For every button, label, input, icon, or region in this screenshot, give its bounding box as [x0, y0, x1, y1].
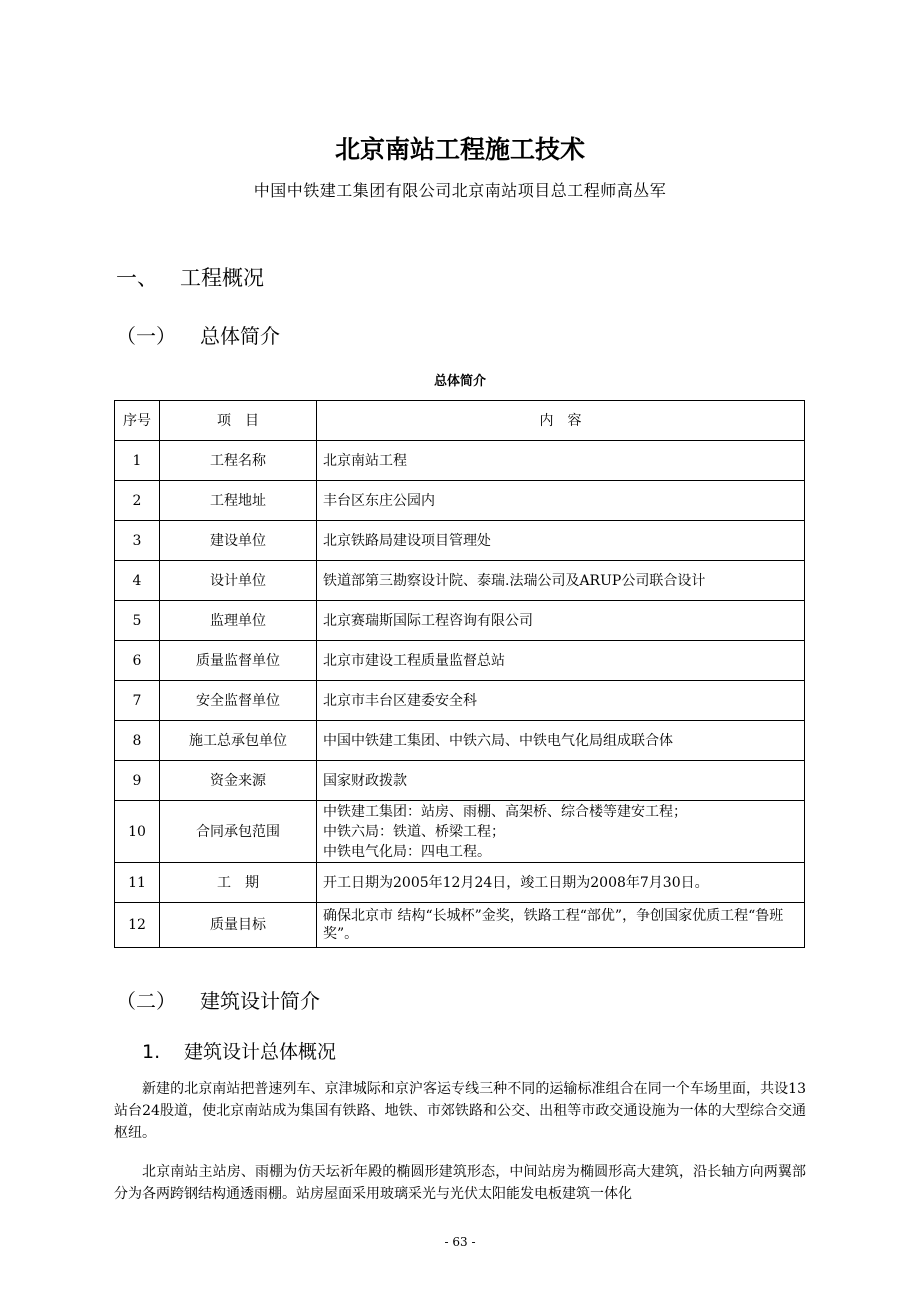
- content-line: 中铁建工集团：站房、雨棚、高架桥、综合楼等建安工程；: [323, 803, 687, 820]
- section-number: 1.: [142, 1041, 161, 1063]
- section-title: 总体简介: [200, 324, 280, 348]
- section-heading-1: [116, 262, 264, 292]
- row-item: 质量监督单位: [160, 641, 317, 681]
- section-heading-1-1: [116, 320, 280, 349]
- row-no: 9: [115, 761, 160, 801]
- table-row: [115, 721, 805, 761]
- header-cell-item: 项 目: [160, 401, 317, 441]
- row-item: 工 期: [160, 863, 317, 903]
- row-item: 工程地址: [160, 481, 317, 521]
- content-line: 中铁六局：铁道、桥梁工程；: [323, 823, 505, 840]
- content-line: 中铁电气化局：四电工程。: [323, 843, 491, 860]
- row-item: 工程名称: [160, 441, 317, 481]
- row-no: 4: [115, 561, 160, 601]
- row-content: 国家财政拨款: [317, 761, 805, 801]
- table-row: [115, 863, 805, 903]
- row-content: 铁道部第三勘察设计院、泰瑞.法瑞公司及ARUP公司联合设计: [317, 561, 805, 601]
- row-item: 合同承包范围: [160, 801, 317, 863]
- row-item: 施工总承包单位: [160, 721, 317, 761]
- row-content: 北京赛瑞斯国际工程咨询有限公司: [317, 601, 805, 641]
- row-item: 资金来源: [160, 761, 317, 801]
- table-row: [115, 481, 805, 521]
- document-title: 北京南站工程施工技术: [334, 135, 585, 164]
- section-title: 建筑设计简介: [200, 989, 320, 1013]
- row-item: 设计单位: [160, 561, 317, 601]
- table-row: [115, 601, 805, 641]
- row-no: 2: [115, 481, 160, 521]
- row-no: 10: [115, 801, 160, 863]
- header-cell-no: 序号: [115, 401, 160, 441]
- row-item: 质量目标: [160, 903, 317, 948]
- row-content: 开工日期为2005年12月24日，竣工日期为2008年7月30日。: [317, 863, 805, 903]
- table-row: [115, 561, 805, 601]
- row-item: 安全监督单位: [160, 681, 317, 721]
- row-no: 5: [115, 601, 160, 641]
- row-content: 确保北京市 结构“长城杯”金奖，铁路工程“部优”，争创国家优质工程“鲁班奖”。: [317, 903, 805, 948]
- table-row: [115, 441, 805, 481]
- section-number: 一、: [116, 266, 158, 290]
- table-caption: 总体简介: [433, 374, 486, 389]
- row-content: 北京市丰台区建委安全科: [317, 681, 805, 721]
- row-content: 丰台区东庄公园内: [317, 481, 805, 521]
- section-title: 工程概况: [180, 266, 264, 290]
- row-no: 6: [115, 641, 160, 681]
- table-row: [115, 761, 805, 801]
- body-paragraph: 新建的北京南站把普速列车、京津城际和京沪客运专线三种不同的运输标准组合在同一个车场里面，共设13站台24股道，使北京南站成为集国有铁路、地铁、市郊铁路和公交、出租等市政交通设施为一体的大型综合交通枢纽。: [114, 1081, 806, 1141]
- row-content: 中国中铁建工集团、中铁六局、中铁电气化局组成联合体: [317, 721, 805, 761]
- table-header-row: [115, 401, 805, 441]
- row-no: 7: [115, 681, 160, 721]
- section-title: 建筑设计总体概况: [184, 1041, 337, 1063]
- table-row: [115, 521, 805, 561]
- row-no: 12: [115, 903, 160, 948]
- table-row: [115, 801, 805, 863]
- header-cell-content: 内 容: [317, 401, 805, 441]
- table-row: [115, 681, 805, 721]
- body-paragraph: 北京南站主站房、雨棚为仿天坛祈年殿的椭圆形建筑形态，中间站房为椭圆形高大建筑，沿长轴方向两翼部分为各两跨钢结构通透雨棚。站房屋面采用玻璃采光与光伏太阳能发电板建筑一体化: [114, 1164, 806, 1202]
- row-no: 11: [115, 863, 160, 903]
- row-item: 监理单位: [160, 601, 317, 641]
- row-item: 建设单位: [160, 521, 317, 561]
- table-row: [115, 903, 805, 948]
- row-no: 3: [115, 521, 160, 561]
- section-number: （二）: [116, 989, 176, 1013]
- row-content: [317, 801, 805, 863]
- page-number: - 63 -: [444, 1235, 476, 1249]
- section-heading-1-2: [116, 985, 320, 1014]
- table-row: [115, 641, 805, 681]
- section-heading-1-2-1: [142, 1037, 336, 1064]
- row-content: 北京市建设工程质量监督总站: [317, 641, 805, 681]
- overview-table: [114, 400, 805, 948]
- row-no: 8: [115, 721, 160, 761]
- row-no: 1: [115, 441, 160, 481]
- row-content: 北京南站工程: [317, 441, 805, 481]
- row-content: 北京铁路局建设项目管理处: [317, 521, 805, 561]
- section-number: （一）: [116, 324, 176, 348]
- document-subtitle: 中国中铁建工集团有限公司北京南站项目总工程师高丛军: [253, 181, 667, 200]
